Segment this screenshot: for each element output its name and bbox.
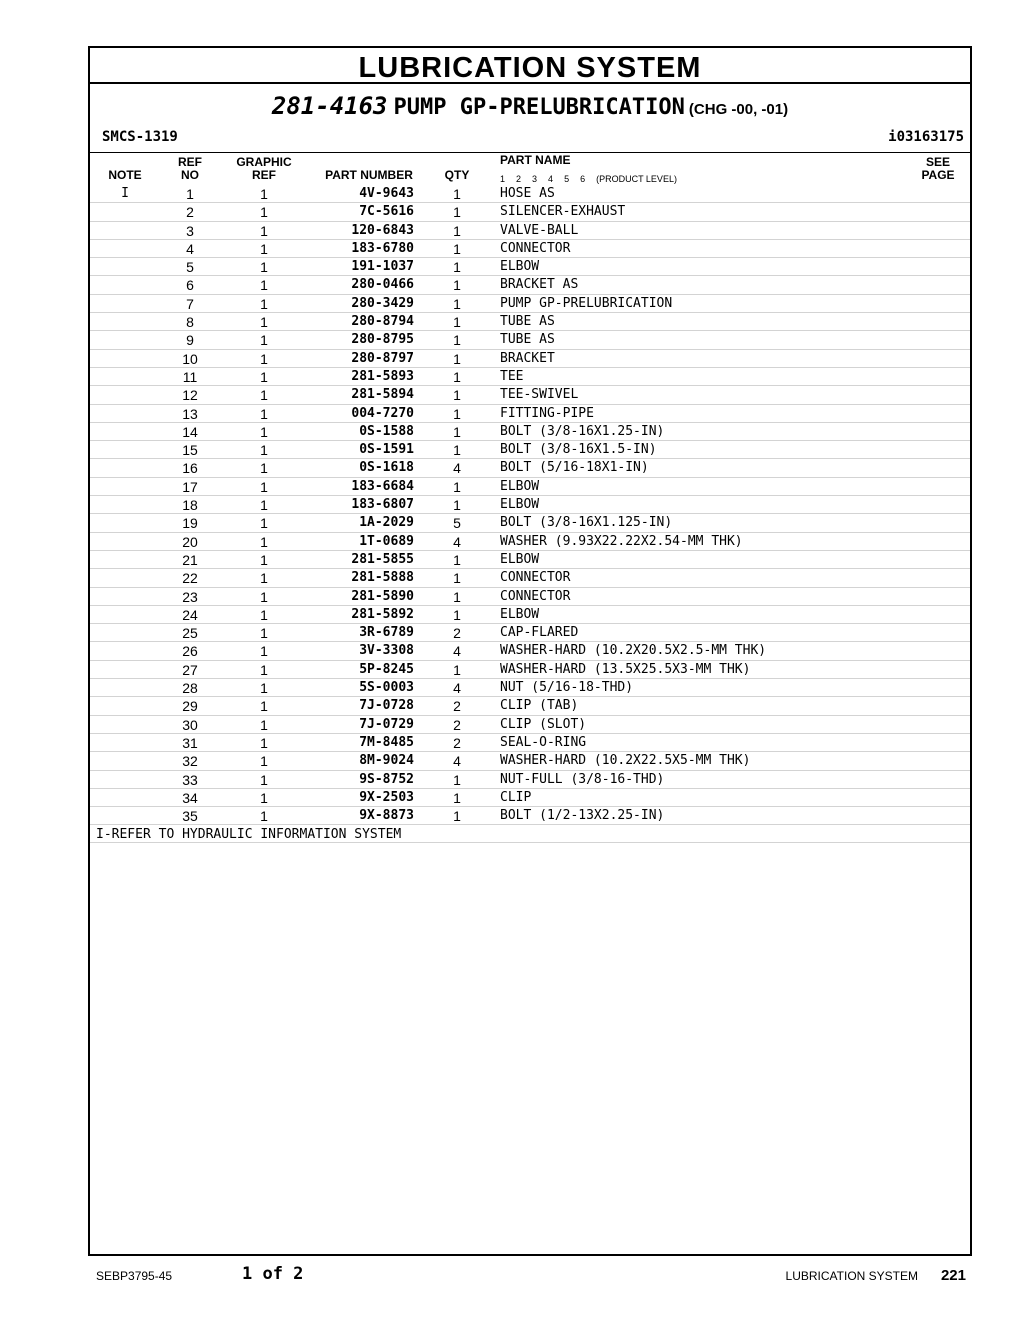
row-part-name: NUT-FULL (3/8-16-THD)	[500, 771, 665, 787]
row-part-name: TUBE AS	[500, 314, 555, 330]
row-part-number: 9X-2503	[359, 789, 414, 805]
row-part-number: 0S-1591	[359, 442, 414, 458]
row-ref-no: 20	[182, 533, 198, 550]
row-ref-no: 3	[186, 222, 194, 239]
row-ref-no: 21	[182, 551, 198, 568]
row-qty: 1	[453, 186, 461, 202]
row-qty: 1	[453, 405, 461, 422]
col-note-header: NOTE	[108, 168, 142, 182]
row-part-name: CONNECTOR	[500, 570, 571, 586]
row-part-name: CLIP	[500, 789, 532, 805]
row-ref-no: 28	[182, 680, 198, 697]
row-qty: 2	[453, 698, 461, 715]
table-row	[90, 533, 970, 551]
row-ref-no: 4	[186, 240, 194, 257]
row-graphic-ref: 1	[260, 222, 268, 239]
row-qty: 4	[453, 680, 461, 697]
row-ref-no: 12	[182, 387, 198, 404]
row-ref-no: 14	[182, 423, 198, 440]
row-qty: 1	[453, 204, 461, 221]
row-graphic-ref: 1	[260, 515, 268, 532]
product-level-columns: 1 2 3 4 5 6 (PRODUCT LEVEL)	[500, 174, 677, 184]
footer-doc-number: SEBP3795-45	[96, 1269, 173, 1283]
row-part-name: SEAL-O-RING	[500, 734, 587, 750]
table-row	[90, 697, 970, 715]
row-part-number: 5P-8245	[359, 661, 414, 677]
row-part-name: BOLT (3/8-16X1.125-IN)	[500, 515, 673, 531]
row-qty: 1	[453, 661, 461, 678]
row-ref-no: 33	[182, 771, 198, 788]
row-part-name: ELBOW	[500, 259, 540, 275]
table-row	[90, 350, 970, 368]
row-part-number: 9X-8873	[359, 808, 414, 824]
row-part-name: TEE-SWIVEL	[500, 387, 579, 403]
row-qty: 1	[453, 314, 461, 331]
row-part-name: HOSE AS	[500, 186, 555, 201]
row-ref-no: 2	[186, 204, 194, 221]
row-qty: 4	[453, 753, 461, 770]
row-graphic-ref: 1	[260, 350, 268, 367]
row-qty: 1	[453, 368, 461, 385]
row-graphic-ref: 1	[260, 460, 268, 477]
row-qty: 1	[453, 222, 461, 239]
row-part-number: 183-6807	[351, 497, 414, 513]
row-part-number: 183-6780	[351, 240, 414, 256]
row-ref-no: 5	[186, 259, 194, 276]
row-part-name: VALVE-BALL	[500, 222, 579, 238]
row-qty: 4	[453, 533, 461, 550]
row-part-number: 1T-0689	[359, 533, 414, 549]
table-row	[90, 624, 970, 642]
row-graphic-ref: 1	[260, 387, 268, 404]
row-qty: 1	[453, 259, 461, 276]
row-ref-no: 13	[182, 405, 198, 422]
row-qty: 1	[453, 789, 461, 806]
row-part-name: WASHER-HARD (10.2X20.5X2.5-MM THK)	[500, 643, 767, 659]
row-qty: 2	[453, 716, 461, 733]
row-ref-no: 7	[186, 295, 194, 312]
row-graphic-ref: 1	[260, 808, 268, 825]
col-ref-header: REF NO	[178, 155, 202, 182]
row-part-name: WASHER-HARD (10.2X22.5X5-MM THK)	[500, 753, 751, 769]
table-row	[90, 551, 970, 569]
row-qty: 1	[453, 423, 461, 440]
row-ref-no: 1	[186, 186, 194, 202]
row-part-number: 280-8797	[351, 350, 414, 366]
page-title: LUBRICATION SYSTEM	[90, 48, 970, 84]
row-graphic-ref: 1	[260, 789, 268, 806]
row-part-number: 183-6684	[351, 478, 414, 494]
footer-page-number: 221	[940, 1267, 966, 1284]
footnote-text: I-REFER TO HYDRAULIC INFORMATION SYSTEM	[96, 827, 402, 843]
row-part-number: 281-5893	[351, 368, 414, 384]
table-row	[90, 661, 970, 679]
row-part-name: CLIP (TAB)	[500, 698, 579, 714]
table-row	[90, 258, 970, 276]
table-row	[90, 405, 970, 423]
row-part-number: 5S-0003	[359, 680, 414, 696]
row-part-name: SILENCER-EXHAUST	[500, 204, 626, 220]
row-graphic-ref: 1	[260, 716, 268, 733]
row-part-number: 191-1037	[351, 259, 414, 275]
row-graphic-ref: 1	[260, 698, 268, 715]
parts-table	[90, 185, 970, 843]
row-qty: 1	[453, 771, 461, 788]
row-part-name: PUMP GP-PRELUBRICATION	[500, 295, 673, 311]
row-qty: 5	[453, 515, 461, 532]
row-part-name: TUBE AS	[500, 332, 555, 348]
row-ref-no: 11	[182, 368, 198, 385]
table-row	[90, 752, 970, 770]
col-qty-header: QTY	[444, 168, 470, 182]
table-row	[90, 185, 970, 203]
row-graphic-ref: 1	[260, 204, 268, 221]
row-graphic-ref: 1	[260, 478, 268, 495]
row-part-number: 120-6843	[351, 222, 414, 238]
table-row	[90, 386, 970, 404]
row-qty: 1	[453, 240, 461, 257]
row-ref-no: 16	[182, 460, 198, 477]
footer-section: LUBRICATION SYSTEM	[785, 1269, 918, 1283]
row-graphic-ref: 1	[260, 277, 268, 294]
table-row	[90, 734, 970, 752]
change-level: (CHG -00, -01)	[688, 101, 789, 118]
row-part-number: 004-7270	[351, 405, 414, 421]
table-row	[90, 459, 970, 477]
row-part-number: 281-5888	[351, 570, 414, 586]
row-qty: 1	[453, 551, 461, 568]
table-row	[90, 203, 970, 221]
row-part-number: 7M-8485	[359, 734, 414, 750]
row-graphic-ref: 1	[260, 332, 268, 349]
row-qty: 2	[453, 625, 461, 642]
table-row	[90, 606, 970, 624]
table-row	[90, 496, 970, 514]
table-row	[90, 276, 970, 294]
row-ref-no: 30	[182, 716, 198, 733]
row-part-name: WASHER-HARD (13.5X25.5X3-MM THK)	[500, 661, 751, 677]
row-part-name: BRACKET	[500, 350, 555, 366]
table-row	[90, 679, 970, 697]
row-part-name: ELBOW	[500, 551, 540, 567]
row-graphic-ref: 1	[260, 186, 268, 202]
row-qty: 1	[453, 808, 461, 825]
row-part-number: 280-0466	[351, 277, 414, 293]
row-graphic-ref: 1	[260, 661, 268, 678]
row-part-number: 4V-9643	[359, 186, 414, 201]
table-row	[90, 313, 970, 331]
row-part-name: CONNECTOR	[500, 240, 571, 256]
row-part-name: CONNECTOR	[500, 588, 571, 604]
row-ref-no: 10	[182, 350, 198, 367]
table-row	[90, 716, 970, 734]
row-graphic-ref: 1	[260, 442, 268, 459]
row-ref-no: 19	[182, 515, 198, 532]
smcs-code: SMCS-1319	[102, 129, 178, 145]
group-heading	[90, 92, 970, 120]
table-row	[90, 295, 970, 313]
row-part-number: 281-5855	[351, 551, 414, 567]
table-row	[90, 423, 970, 441]
row-part-number: 281-5894	[351, 387, 414, 403]
row-qty: 1	[453, 606, 461, 623]
row-part-number: 281-5892	[351, 606, 414, 622]
row-qty: 4	[453, 643, 461, 660]
row-part-number: 0S-1588	[359, 423, 414, 439]
group-part-number: 281-4163	[271, 92, 388, 120]
table-row	[90, 478, 970, 496]
row-ref-no: 8	[186, 314, 194, 331]
row-part-number: 281-5890	[351, 588, 414, 604]
row-part-number: 280-8794	[351, 314, 414, 330]
group-part-name: PUMP GP-PRELUBRICATION	[393, 95, 685, 120]
col-graphic-ref-header: GRAPHIC REF	[236, 155, 292, 182]
row-graphic-ref: 1	[260, 368, 268, 385]
row-graphic-ref: 1	[260, 680, 268, 697]
row-qty: 1	[453, 350, 461, 367]
row-ref-no: 34	[182, 789, 198, 806]
illustration-id: i03163175	[888, 129, 964, 145]
row-part-name: BOLT (3/8-16X1.25-IN)	[500, 423, 665, 439]
row-graphic-ref: 1	[260, 259, 268, 276]
table-row	[90, 222, 970, 240]
table-row	[90, 240, 970, 258]
row-ref-no: 29	[182, 698, 198, 715]
row-ref-no: 27	[182, 661, 198, 678]
row-part-name: TEE	[500, 368, 524, 384]
row-part-number: 8M-9024	[359, 753, 414, 769]
row-ref-no: 17	[182, 478, 198, 495]
row-graphic-ref: 1	[260, 753, 268, 770]
row-part-name: ELBOW	[500, 606, 540, 622]
row-part-name: CLIP (SLOT)	[500, 716, 587, 732]
row-part-name: WASHER (9.93X22.22X2.54-MM THK)	[500, 533, 743, 549]
row-qty: 1	[453, 277, 461, 294]
row-ref-no: 26	[182, 643, 198, 660]
row-graphic-ref: 1	[260, 497, 268, 514]
row-part-name: CAP-FLARED	[500, 625, 579, 641]
row-graphic-ref: 1	[260, 314, 268, 331]
row-part-name: FITTING-PIPE	[500, 405, 594, 421]
row-ref-no: 18	[182, 497, 198, 514]
row-part-name: NUT (5/16-18-THD)	[500, 680, 634, 696]
table-row	[90, 588, 970, 606]
row-part-number: 9S-8752	[359, 771, 414, 787]
row-graphic-ref: 1	[260, 240, 268, 257]
footnote-row	[90, 825, 970, 843]
row-part-name: BOLT (1/2-13X2.25-IN)	[500, 808, 665, 824]
table-row	[90, 771, 970, 789]
row-part-number: 280-3429	[351, 295, 414, 311]
row-part-name: BOLT (5/16-18X1-IN)	[500, 460, 649, 476]
col-part-number-header: PART NUMBER	[325, 168, 413, 182]
row-qty: 1	[453, 295, 461, 312]
row-qty: 2	[453, 734, 461, 751]
row-ref-no: 24	[182, 606, 198, 623]
table-row	[90, 441, 970, 459]
row-ref-no: 35	[182, 808, 198, 825]
row-graphic-ref: 1	[260, 405, 268, 422]
row-graphic-ref: 1	[260, 771, 268, 788]
row-ref-no: 9	[186, 332, 194, 349]
row-graphic-ref: 1	[260, 551, 268, 568]
row-qty: 1	[453, 332, 461, 349]
table-row	[90, 789, 970, 807]
footer-page-of: 1 of 2	[242, 1264, 304, 1284]
row-part-number: 280-8795	[351, 332, 414, 348]
col-part-name-header: PART NAME	[500, 153, 571, 167]
row-graphic-ref: 1	[260, 643, 268, 660]
table-row	[90, 331, 970, 349]
table-row	[90, 807, 970, 825]
row-graphic-ref: 1	[260, 533, 268, 550]
row-part-number: 7J-0729	[359, 716, 414, 732]
row-qty: 4	[453, 460, 461, 477]
row-part-name: BOLT (3/8-16X1.5-IN)	[500, 442, 657, 458]
table-row	[90, 514, 970, 532]
row-qty: 1	[453, 387, 461, 404]
row-part-number: 0S-1618	[359, 460, 414, 476]
row-qty: 1	[453, 442, 461, 459]
table-row	[90, 642, 970, 660]
row-ref-no: 15	[182, 442, 198, 459]
row-qty: 1	[453, 497, 461, 514]
row-graphic-ref: 1	[260, 423, 268, 440]
row-part-name: ELBOW	[500, 497, 540, 513]
col-see-page-header: SEE PAGE	[921, 155, 955, 182]
row-graphic-ref: 1	[260, 734, 268, 751]
parts-list-frame	[88, 46, 972, 1256]
row-qty: 1	[453, 570, 461, 587]
row-part-name: ELBOW	[500, 478, 540, 494]
row-qty: 1	[453, 478, 461, 495]
row-graphic-ref: 1	[260, 606, 268, 623]
row-qty: 1	[453, 588, 461, 605]
table-row	[90, 569, 970, 587]
row-part-number: 3R-6789	[359, 625, 414, 641]
row-graphic-ref: 1	[260, 570, 268, 587]
row-ref-no: 25	[182, 625, 198, 642]
row-ref-no: 31	[182, 734, 198, 751]
row-ref-no: 6	[186, 277, 194, 294]
row-part-number: 7J-0728	[359, 698, 414, 714]
row-part-number: 7C-5616	[359, 204, 414, 220]
row-ref-no: 22	[182, 570, 198, 587]
row-graphic-ref: 1	[260, 625, 268, 642]
row-ref-no: 23	[182, 588, 198, 605]
table-row	[90, 368, 970, 386]
row-part-number: 3V-3308	[359, 643, 414, 659]
row-note: I	[121, 186, 129, 201]
row-part-number: 1A-2029	[359, 515, 414, 531]
row-graphic-ref: 1	[260, 588, 268, 605]
row-graphic-ref: 1	[260, 295, 268, 312]
row-part-name: BRACKET AS	[500, 277, 579, 293]
row-ref-no: 32	[182, 753, 198, 770]
